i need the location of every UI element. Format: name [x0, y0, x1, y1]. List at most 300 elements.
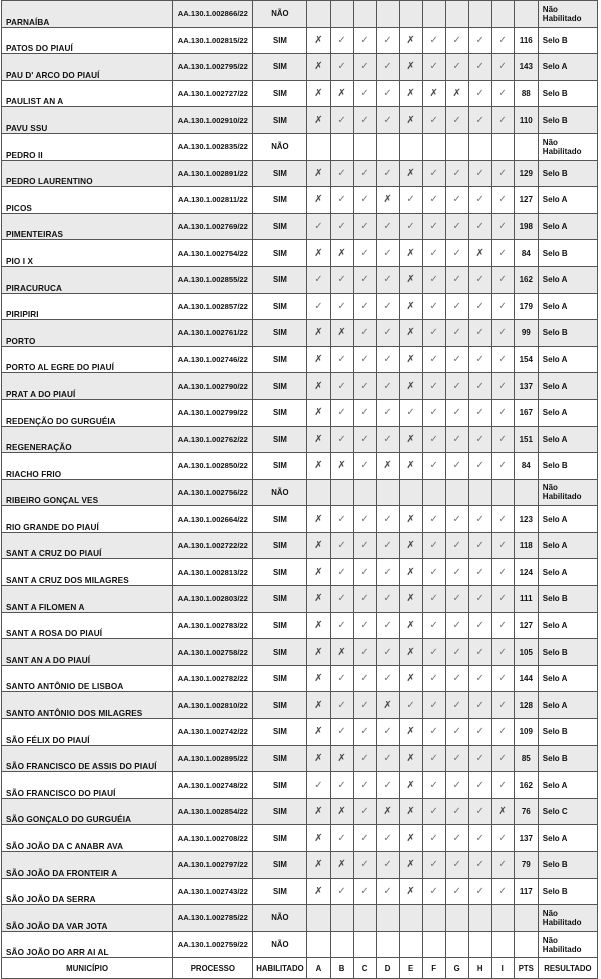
check-icon: ✓ [475, 832, 484, 844]
criterion-cell [422, 559, 445, 586]
municipio-cell: SÃO JOÃO DO ARR AI AL [2, 931, 173, 958]
table-row [2, 745, 598, 772]
cross-icon: ✗ [314, 327, 323, 339]
criterion-cell [468, 479, 491, 506]
criterion-cell [491, 852, 514, 879]
check-icon: ✓ [452, 194, 461, 206]
check-icon: ✓ [498, 832, 507, 844]
resultado-cell: Selo A [538, 187, 597, 214]
criterion-cell [422, 266, 445, 293]
pts-cell [514, 931, 538, 958]
check-icon: ✓ [452, 354, 461, 366]
criterion-cell [376, 479, 399, 506]
criterion-cell [330, 107, 353, 134]
municipio-cell: PIO I X [2, 240, 173, 267]
check-icon: ✓ [429, 247, 438, 259]
criterion-cell [376, 399, 399, 426]
check-icon: ✓ [360, 673, 369, 685]
criterion-cell [330, 639, 353, 666]
check-icon: ✓ [429, 221, 438, 233]
criterion-cell [353, 665, 376, 692]
check-icon: ✓ [383, 407, 392, 419]
check-icon: ✓ [452, 380, 461, 392]
municipio-cell: PRAT A DO PIAUÍ [2, 373, 173, 400]
check-icon: ✓ [429, 167, 438, 179]
processo-cell: AA.130.1.002708/22 [173, 825, 253, 852]
criterion-cell [353, 320, 376, 347]
cross-icon: ✗ [337, 460, 346, 472]
criterion-cell [445, 798, 468, 825]
check-icon: ✓ [475, 806, 484, 818]
criterion-cell [445, 931, 468, 958]
criterion-cell [307, 1, 330, 28]
cross-icon: ✗ [406, 646, 415, 658]
municipio-cell: PIRACURUCA [2, 266, 173, 293]
criterion-cell [468, 346, 491, 373]
pts-cell: 110 [514, 107, 538, 134]
processo-cell: AA.130.1.002854/22 [173, 798, 253, 825]
cross-icon: ✗ [314, 832, 323, 844]
criterion-cell [376, 133, 399, 160]
check-icon: ✓ [337, 699, 346, 711]
cross-icon: ✗ [314, 513, 323, 525]
resultado-cell: Selo A [538, 399, 597, 426]
criterion-cell [468, 373, 491, 400]
criterion-cell [376, 213, 399, 240]
municipio-cell: SANT A ROSA DO PIAUÍ [2, 612, 173, 639]
criterion-cell [399, 532, 422, 559]
table-row [2, 54, 598, 81]
criterion-cell [399, 586, 422, 613]
check-icon: ✓ [498, 194, 507, 206]
criterion-cell [330, 266, 353, 293]
check-icon: ✓ [337, 832, 346, 844]
criterion-cell [399, 506, 422, 533]
cross-icon: ✗ [314, 726, 323, 738]
criterion-cell [468, 639, 491, 666]
check-icon: ✓ [475, 513, 484, 525]
criterion-cell [445, 586, 468, 613]
cross-icon: ✗ [406, 752, 415, 764]
criterion-cell [468, 399, 491, 426]
resultado-cell: Selo A [538, 426, 597, 453]
cross-icon: ✗ [383, 194, 392, 206]
municipio-cell: SÃO JOÃO DA SERRA [2, 878, 173, 905]
check-icon: ✓ [360, 806, 369, 818]
table-row [2, 266, 598, 293]
criterion-cell [376, 905, 399, 932]
resultado-cell: Não Habilitado [538, 479, 597, 506]
table-row [2, 772, 598, 799]
criterion-cell [445, 772, 468, 799]
check-icon: ✓ [383, 646, 392, 658]
check-icon: ✓ [429, 433, 438, 445]
criterion-cell [307, 905, 330, 932]
table-row [2, 293, 598, 320]
check-icon: ✓ [383, 619, 392, 631]
criterion-cell [468, 266, 491, 293]
criterion-cell [353, 506, 376, 533]
check-icon: ✓ [360, 274, 369, 286]
municipio-cell: PARNAÍBA [2, 1, 173, 28]
municipio-cell: PEDRO II [2, 133, 173, 160]
table-row [2, 107, 598, 134]
check-icon: ✓ [429, 726, 438, 738]
municipio-cell: SÃO FRANCISCO DO PIAUÍ [2, 772, 173, 799]
criterion-cell [422, 532, 445, 559]
cross-icon: ✗ [314, 593, 323, 605]
check-icon: ✓ [337, 34, 346, 46]
habilitado-cell: NÃO [253, 1, 307, 28]
pts-cell [514, 479, 538, 506]
criterion-cell [353, 479, 376, 506]
check-icon: ✓ [337, 114, 346, 126]
check-icon: ✓ [383, 114, 392, 126]
check-icon: ✓ [360, 433, 369, 445]
resultado-cell: Selo B [538, 719, 597, 746]
criterion-cell [353, 213, 376, 240]
check-icon: ✓ [452, 673, 461, 685]
pts-cell: 137 [514, 373, 538, 400]
check-icon: ✓ [383, 859, 392, 871]
criterion-cell [376, 1, 399, 28]
cross-icon: ✗ [337, 327, 346, 339]
check-icon: ✓ [498, 699, 507, 711]
criterion-cell [353, 905, 376, 932]
criterion-cell [376, 931, 399, 958]
criterion-cell [376, 107, 399, 134]
processo-cell: AA.130.1.002815/22 [173, 27, 253, 54]
table-header-row [2, 958, 598, 979]
processo-cell: AA.130.1.002748/22 [173, 772, 253, 799]
table-row [2, 160, 598, 187]
criterion-cell [445, 107, 468, 134]
processo-cell: AA.130.1.002803/22 [173, 586, 253, 613]
municipio-cell: RIBEIRO GONÇAL VES [2, 479, 173, 506]
criterion-cell [399, 426, 422, 453]
criterion-cell [491, 586, 514, 613]
municipio-cell: PEDRO LAURENTINO [2, 160, 173, 187]
criterion-cell [307, 160, 330, 187]
cross-icon: ✗ [314, 433, 323, 445]
criterion-cell [399, 399, 422, 426]
processo-cell: AA.130.1.002895/22 [173, 745, 253, 772]
criterion-cell [422, 54, 445, 81]
pts-cell: 105 [514, 639, 538, 666]
cross-icon: ✗ [406, 34, 415, 46]
check-icon: ✓ [429, 619, 438, 631]
criterion-cell [445, 612, 468, 639]
habilitado-cell: SIM [253, 160, 307, 187]
criterion-cell [353, 266, 376, 293]
check-icon: ✓ [337, 566, 346, 578]
criterion-cell [330, 399, 353, 426]
criterion-cell [422, 825, 445, 852]
habilitado-cell: SIM [253, 852, 307, 879]
criterion-cell [399, 373, 422, 400]
criterion-cell [491, 187, 514, 214]
criterion-cell [330, 532, 353, 559]
criterion-cell [330, 160, 353, 187]
check-icon: ✓ [475, 619, 484, 631]
criterion-cell [491, 1, 514, 28]
cross-icon: ✗ [406, 566, 415, 578]
col-header-h: H [468, 958, 491, 979]
criterion-cell [353, 931, 376, 958]
check-icon: ✓ [452, 646, 461, 658]
cross-icon: ✗ [406, 88, 415, 100]
table-row [2, 532, 598, 559]
criterion-cell [353, 160, 376, 187]
check-icon: ✓ [406, 221, 415, 233]
processo-cell: AA.130.1.002811/22 [173, 187, 253, 214]
criterion-cell [422, 107, 445, 134]
habilitado-cell: SIM [253, 426, 307, 453]
criterion-cell [353, 798, 376, 825]
processo-cell: AA.130.1.002850/22 [173, 453, 253, 480]
resultado-cell: Não Habilitado [538, 931, 597, 958]
table-row [2, 213, 598, 240]
criterion-cell [422, 133, 445, 160]
processo-cell: AA.130.1.002790/22 [173, 373, 253, 400]
criterion-cell [399, 293, 422, 320]
criterion-cell [330, 798, 353, 825]
cross-icon: ✗ [314, 752, 323, 764]
criterion-cell [445, 559, 468, 586]
criterion-cell [468, 133, 491, 160]
processo-cell: AA.130.1.002762/22 [173, 426, 253, 453]
criterion-cell [330, 931, 353, 958]
check-icon: ✓ [383, 88, 392, 100]
col-header-a: A [307, 958, 330, 979]
pts-cell: 76 [514, 798, 538, 825]
criterion-cell [491, 931, 514, 958]
municipio-cell: RIO GRANDE DO PIAUÍ [2, 506, 173, 533]
criterion-cell [445, 266, 468, 293]
cross-icon: ✗ [406, 300, 415, 312]
pts-cell: 167 [514, 399, 538, 426]
municipio-cell: SANTO ANTÔNIO DOS MILAGRES [2, 692, 173, 719]
check-icon: ✓ [475, 354, 484, 366]
criterion-cell [468, 506, 491, 533]
col-header-pts: PTS [514, 958, 538, 979]
criterion-cell [353, 692, 376, 719]
check-icon: ✓ [337, 274, 346, 286]
check-icon: ✓ [498, 327, 507, 339]
check-icon: ✓ [452, 247, 461, 259]
criterion-cell [330, 692, 353, 719]
check-icon: ✓ [360, 460, 369, 472]
criterion-cell [468, 692, 491, 719]
pts-cell: 198 [514, 213, 538, 240]
criterion-cell [330, 80, 353, 107]
check-icon: ✓ [475, 460, 484, 472]
resultado-cell: Selo B [538, 852, 597, 879]
check-icon: ✓ [360, 593, 369, 605]
criterion-cell [399, 719, 422, 746]
habilitado-cell: NÃO [253, 931, 307, 958]
pts-cell: 127 [514, 612, 538, 639]
criterion-cell [468, 905, 491, 932]
habilitado-cell: SIM [253, 719, 307, 746]
processo-cell: AA.130.1.002722/22 [173, 532, 253, 559]
criterion-cell [376, 852, 399, 879]
check-icon: ✓ [383, 673, 392, 685]
table-row [2, 373, 598, 400]
check-icon: ✓ [360, 88, 369, 100]
pts-cell: 79 [514, 852, 538, 879]
check-icon: ✓ [337, 885, 346, 897]
municipio-cell: SÃO JOÃO DA C ANABR AVA [2, 825, 173, 852]
check-icon: ✓ [475, 34, 484, 46]
check-icon: ✓ [429, 300, 438, 312]
criterion-cell [491, 160, 514, 187]
criterion-cell [491, 639, 514, 666]
check-icon: ✓ [475, 779, 484, 791]
criterion-cell [307, 532, 330, 559]
check-icon: ✓ [429, 752, 438, 764]
cross-icon: ✗ [406, 673, 415, 685]
resultado-cell: Selo A [538, 266, 597, 293]
criterion-cell [445, 240, 468, 267]
criterion-cell [491, 426, 514, 453]
criterion-cell [330, 346, 353, 373]
criterion-cell [422, 320, 445, 347]
criterion-cell [445, 1, 468, 28]
table-row [2, 878, 598, 905]
habilitado-cell: SIM [253, 373, 307, 400]
criterion-cell [422, 745, 445, 772]
table-row [2, 346, 598, 373]
processo-cell: AA.130.1.002769/22 [173, 213, 253, 240]
check-icon: ✓ [452, 699, 461, 711]
table-row [2, 692, 598, 719]
criterion-cell [307, 346, 330, 373]
habilitado-cell: SIM [253, 80, 307, 107]
cross-icon: ✗ [406, 61, 415, 73]
cross-icon: ✗ [314, 540, 323, 552]
criterion-cell [491, 80, 514, 107]
resultado-cell: Não Habilitado [538, 1, 597, 28]
check-icon: ✓ [452, 593, 461, 605]
cross-icon: ✗ [406, 619, 415, 631]
check-icon: ✓ [383, 726, 392, 738]
pts-cell: 88 [514, 80, 538, 107]
check-icon: ✓ [498, 779, 507, 791]
check-icon: ✓ [360, 167, 369, 179]
check-icon: ✓ [429, 806, 438, 818]
municipio-cell: SÃO FRANCISCO DE ASSIS DO PIAUÍ [2, 745, 173, 772]
check-icon: ✓ [337, 619, 346, 631]
criterion-cell [468, 160, 491, 187]
resultado-cell: Selo B [538, 639, 597, 666]
criterion-cell [399, 559, 422, 586]
habilitado-cell: NÃO [253, 905, 307, 932]
criterion-cell [399, 213, 422, 240]
resultado-cell: Selo A [538, 692, 597, 719]
criterion-cell [307, 426, 330, 453]
criterion-cell [422, 187, 445, 214]
municipio-cell: SANT A CRUZ DOS MILAGRES [2, 559, 173, 586]
criterion-cell [330, 1, 353, 28]
check-icon: ✓ [337, 593, 346, 605]
check-icon: ✓ [498, 646, 507, 658]
municipio-cell: REGENERAÇÃO [2, 426, 173, 453]
pts-cell: 111 [514, 586, 538, 613]
criterion-cell [307, 453, 330, 480]
criterion-cell [468, 426, 491, 453]
check-icon: ✓ [314, 274, 323, 286]
pts-cell: 84 [514, 453, 538, 480]
pts-cell: 118 [514, 532, 538, 559]
criterion-cell [491, 506, 514, 533]
cross-icon: ✗ [314, 806, 323, 818]
resultado-cell: Selo B [538, 320, 597, 347]
results-table [1, 0, 598, 979]
criterion-cell [353, 399, 376, 426]
criterion-cell [353, 878, 376, 905]
check-icon: ✓ [383, 513, 392, 525]
cross-icon: ✗ [314, 61, 323, 73]
table-row [2, 240, 598, 267]
check-icon: ✓ [475, 885, 484, 897]
criterion-cell [399, 160, 422, 187]
criterion-cell [468, 559, 491, 586]
criterion-cell [445, 187, 468, 214]
criterion-cell [376, 293, 399, 320]
cross-icon: ✗ [337, 646, 346, 658]
habilitado-cell: SIM [253, 692, 307, 719]
criterion-cell [468, 852, 491, 879]
processo-cell: AA.130.1.002835/22 [173, 133, 253, 160]
pts-cell: 162 [514, 266, 538, 293]
criterion-cell [330, 453, 353, 480]
municipio-cell: PIRIPIRI [2, 293, 173, 320]
cross-icon: ✗ [314, 460, 323, 472]
pts-cell [514, 1, 538, 28]
criterion-cell [376, 612, 399, 639]
check-icon: ✓ [498, 673, 507, 685]
criterion-cell [353, 612, 376, 639]
habilitado-cell: NÃO [253, 133, 307, 160]
criterion-cell [376, 559, 399, 586]
table-row [2, 27, 598, 54]
check-icon: ✓ [498, 380, 507, 392]
criterion-cell [307, 612, 330, 639]
criterion-cell [353, 346, 376, 373]
criterion-cell [422, 772, 445, 799]
check-icon: ✓ [429, 114, 438, 126]
table-row [2, 586, 598, 613]
check-icon: ✓ [360, 247, 369, 259]
table-row [2, 719, 598, 746]
col-header-resultado: RESULTADO [538, 958, 597, 979]
check-icon: ✓ [360, 779, 369, 791]
cross-icon: ✗ [314, 354, 323, 366]
criterion-cell [399, 187, 422, 214]
pts-cell: 129 [514, 160, 538, 187]
check-icon: ✓ [452, 832, 461, 844]
criterion-cell [491, 107, 514, 134]
habilitado-cell: SIM [253, 107, 307, 134]
criterion-cell [307, 320, 330, 347]
check-icon: ✓ [383, 354, 392, 366]
check-icon: ✓ [475, 380, 484, 392]
check-icon: ✓ [452, 752, 461, 764]
check-icon: ✓ [475, 114, 484, 126]
check-icon: ✓ [337, 167, 346, 179]
check-icon: ✓ [498, 885, 507, 897]
